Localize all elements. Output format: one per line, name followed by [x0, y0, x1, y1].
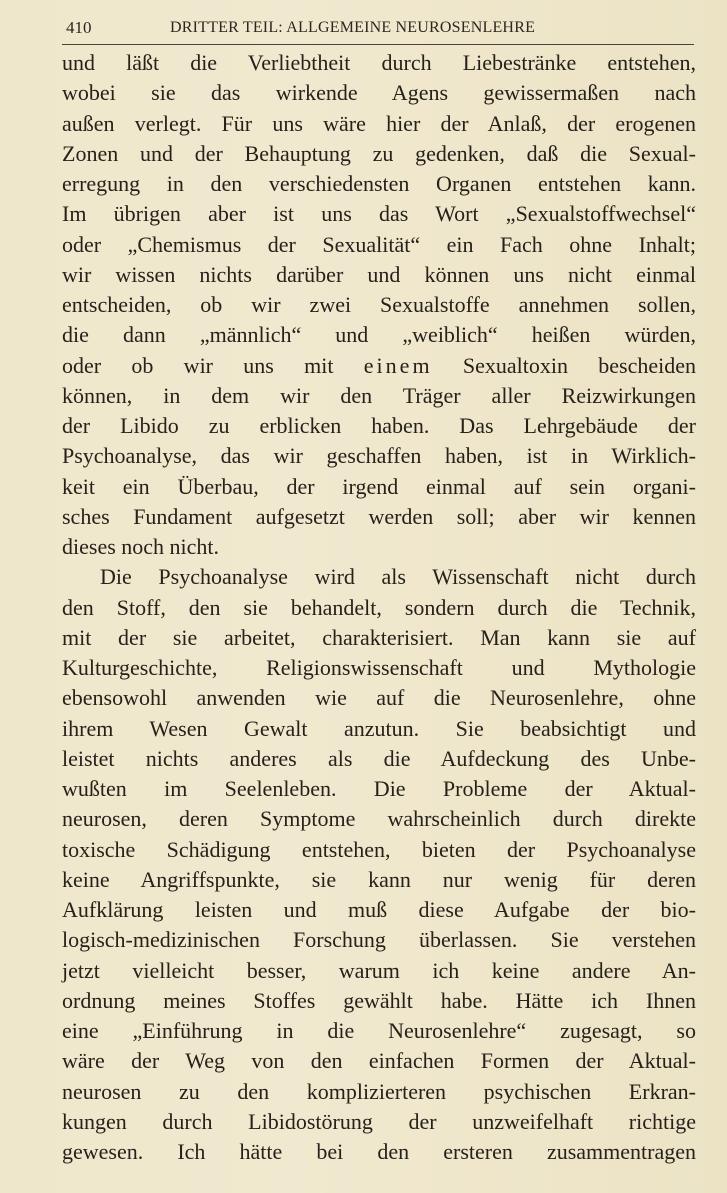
text-line: oder „Chemismus der Sexualität“ ein Fach ohne Inhalt;: [62, 231, 696, 257]
text-segment: Sexualtoxin bescheiden: [462, 352, 696, 378]
text-line: wir wissen nichts darüber und können uns nicht einmal: [62, 261, 696, 287]
text-line: sches Fundament aufgesetzt werden soll; aber wir kennen: [62, 503, 696, 529]
text-line: und läßt die Verliebtheit durch Liebestränke entstehen,: [62, 50, 696, 75]
text-line: wobei sie das wirkende Agens gewissermaßen nach: [62, 80, 696, 106]
text-line: neurosen zu den komplizierteren psychischen Erkran-: [62, 1078, 696, 1104]
text-line: der Libido zu erblicken haben. Das Lehrgebäude der: [62, 413, 696, 438]
text-line: den Stoff, den sie behandelt, sondern durch die Technik,: [62, 594, 696, 620]
text-line: keine Angriffspunkte, sie kann nur wenig für deren: [62, 866, 696, 892]
text-line: wäre der Weg von den einfachen Formen der Aktual-: [62, 1048, 696, 1074]
text-segment: oder ob wir uns mit: [62, 352, 334, 378]
text-line: toxische Schädigung entstehen, bieten der Psychoanalyse: [62, 836, 696, 862]
running-head: DRITTER TEIL: ALLGEMEINE NEUROSENLEHRE: [170, 19, 536, 36]
text-line: Im übrigen aber ist uns das Wort „Sexualstoffwechsel“: [62, 201, 696, 227]
text-line: mit der sie arbeitet, charakterisiert. Man kann sie auf: [62, 624, 696, 650]
text-line: neurosen, deren Symptome wahrscheinlich durch direkte: [62, 806, 696, 832]
text-line: außen verlegt. Für uns wäre hier der Anlaß, der erogenen: [62, 110, 696, 136]
text-line: logisch-medizinischen Forschung überlassen. Sie verstehen: [62, 927, 696, 953]
text-line: erregung in den verschiedensten Organen entstehen kann.: [62, 171, 696, 196]
text-line: eine „Einführung in die Neurosenlehre“ zugesagt, so: [62, 1018, 696, 1043]
text-line: leistet nichts anderes als die Aufdeckung des Unbe-: [62, 745, 696, 771]
text-line: ihrem Wesen Gewalt anzutun. Sie beabsichtigt und: [62, 715, 696, 741]
text-line: Kulturgeschichte, Religionswissenschaft und Mythologie: [62, 655, 696, 680]
emphasized-word: einem: [363, 352, 433, 378]
page-number: 410: [66, 18, 92, 37]
text-line: wußten im Seelenleben. Die Probleme der Aktual-: [62, 776, 696, 801]
text-line: ordnung meines Stoffes gewählt habe. Hätte ich Ihnen: [62, 987, 696, 1013]
body-text: [62, 48, 696, 1167]
text-line: kungen durch Libidostörung der unzweifelhaft richtige: [62, 1108, 696, 1134]
text-line: Zonen und der Behauptung zu gedenken, daß die Sexual-: [62, 140, 696, 166]
text-line: ebensowohl anwenden wie auf die Neurosenlehre, ohne: [62, 685, 696, 711]
text-line: jetzt vielleicht besser, warum ich keine andere An-: [62, 957, 696, 983]
text-line: dieses noch nicht.: [62, 534, 220, 559]
text-line: können, in dem wir den Träger aller Reizwirkungen: [62, 382, 696, 408]
text-line: Aufklärung leisten und muß diese Aufgabe der bio-: [62, 897, 696, 922]
text-line: entscheiden, ob wir zwei Sexualstoffe annehmen sollen,: [62, 292, 696, 317]
text-line: keit ein Überbau, der irgend einmal auf sein organi-: [62, 473, 696, 499]
text-line: [62, 351, 696, 381]
text-line: die dann „männlich“ und „weiblich“ heißen würden,: [62, 322, 696, 348]
text-line: gewesen. Ich hätte bei den ersteren zusammentragen: [62, 1139, 696, 1164]
page-header: [62, 14, 694, 45]
text-line: Die Psychoanalyse wird als Wissenschaft nicht durch: [100, 564, 696, 590]
text-line: Psychoanalyse, das wir geschaffen haben, ist in Wirklich-: [62, 443, 696, 469]
